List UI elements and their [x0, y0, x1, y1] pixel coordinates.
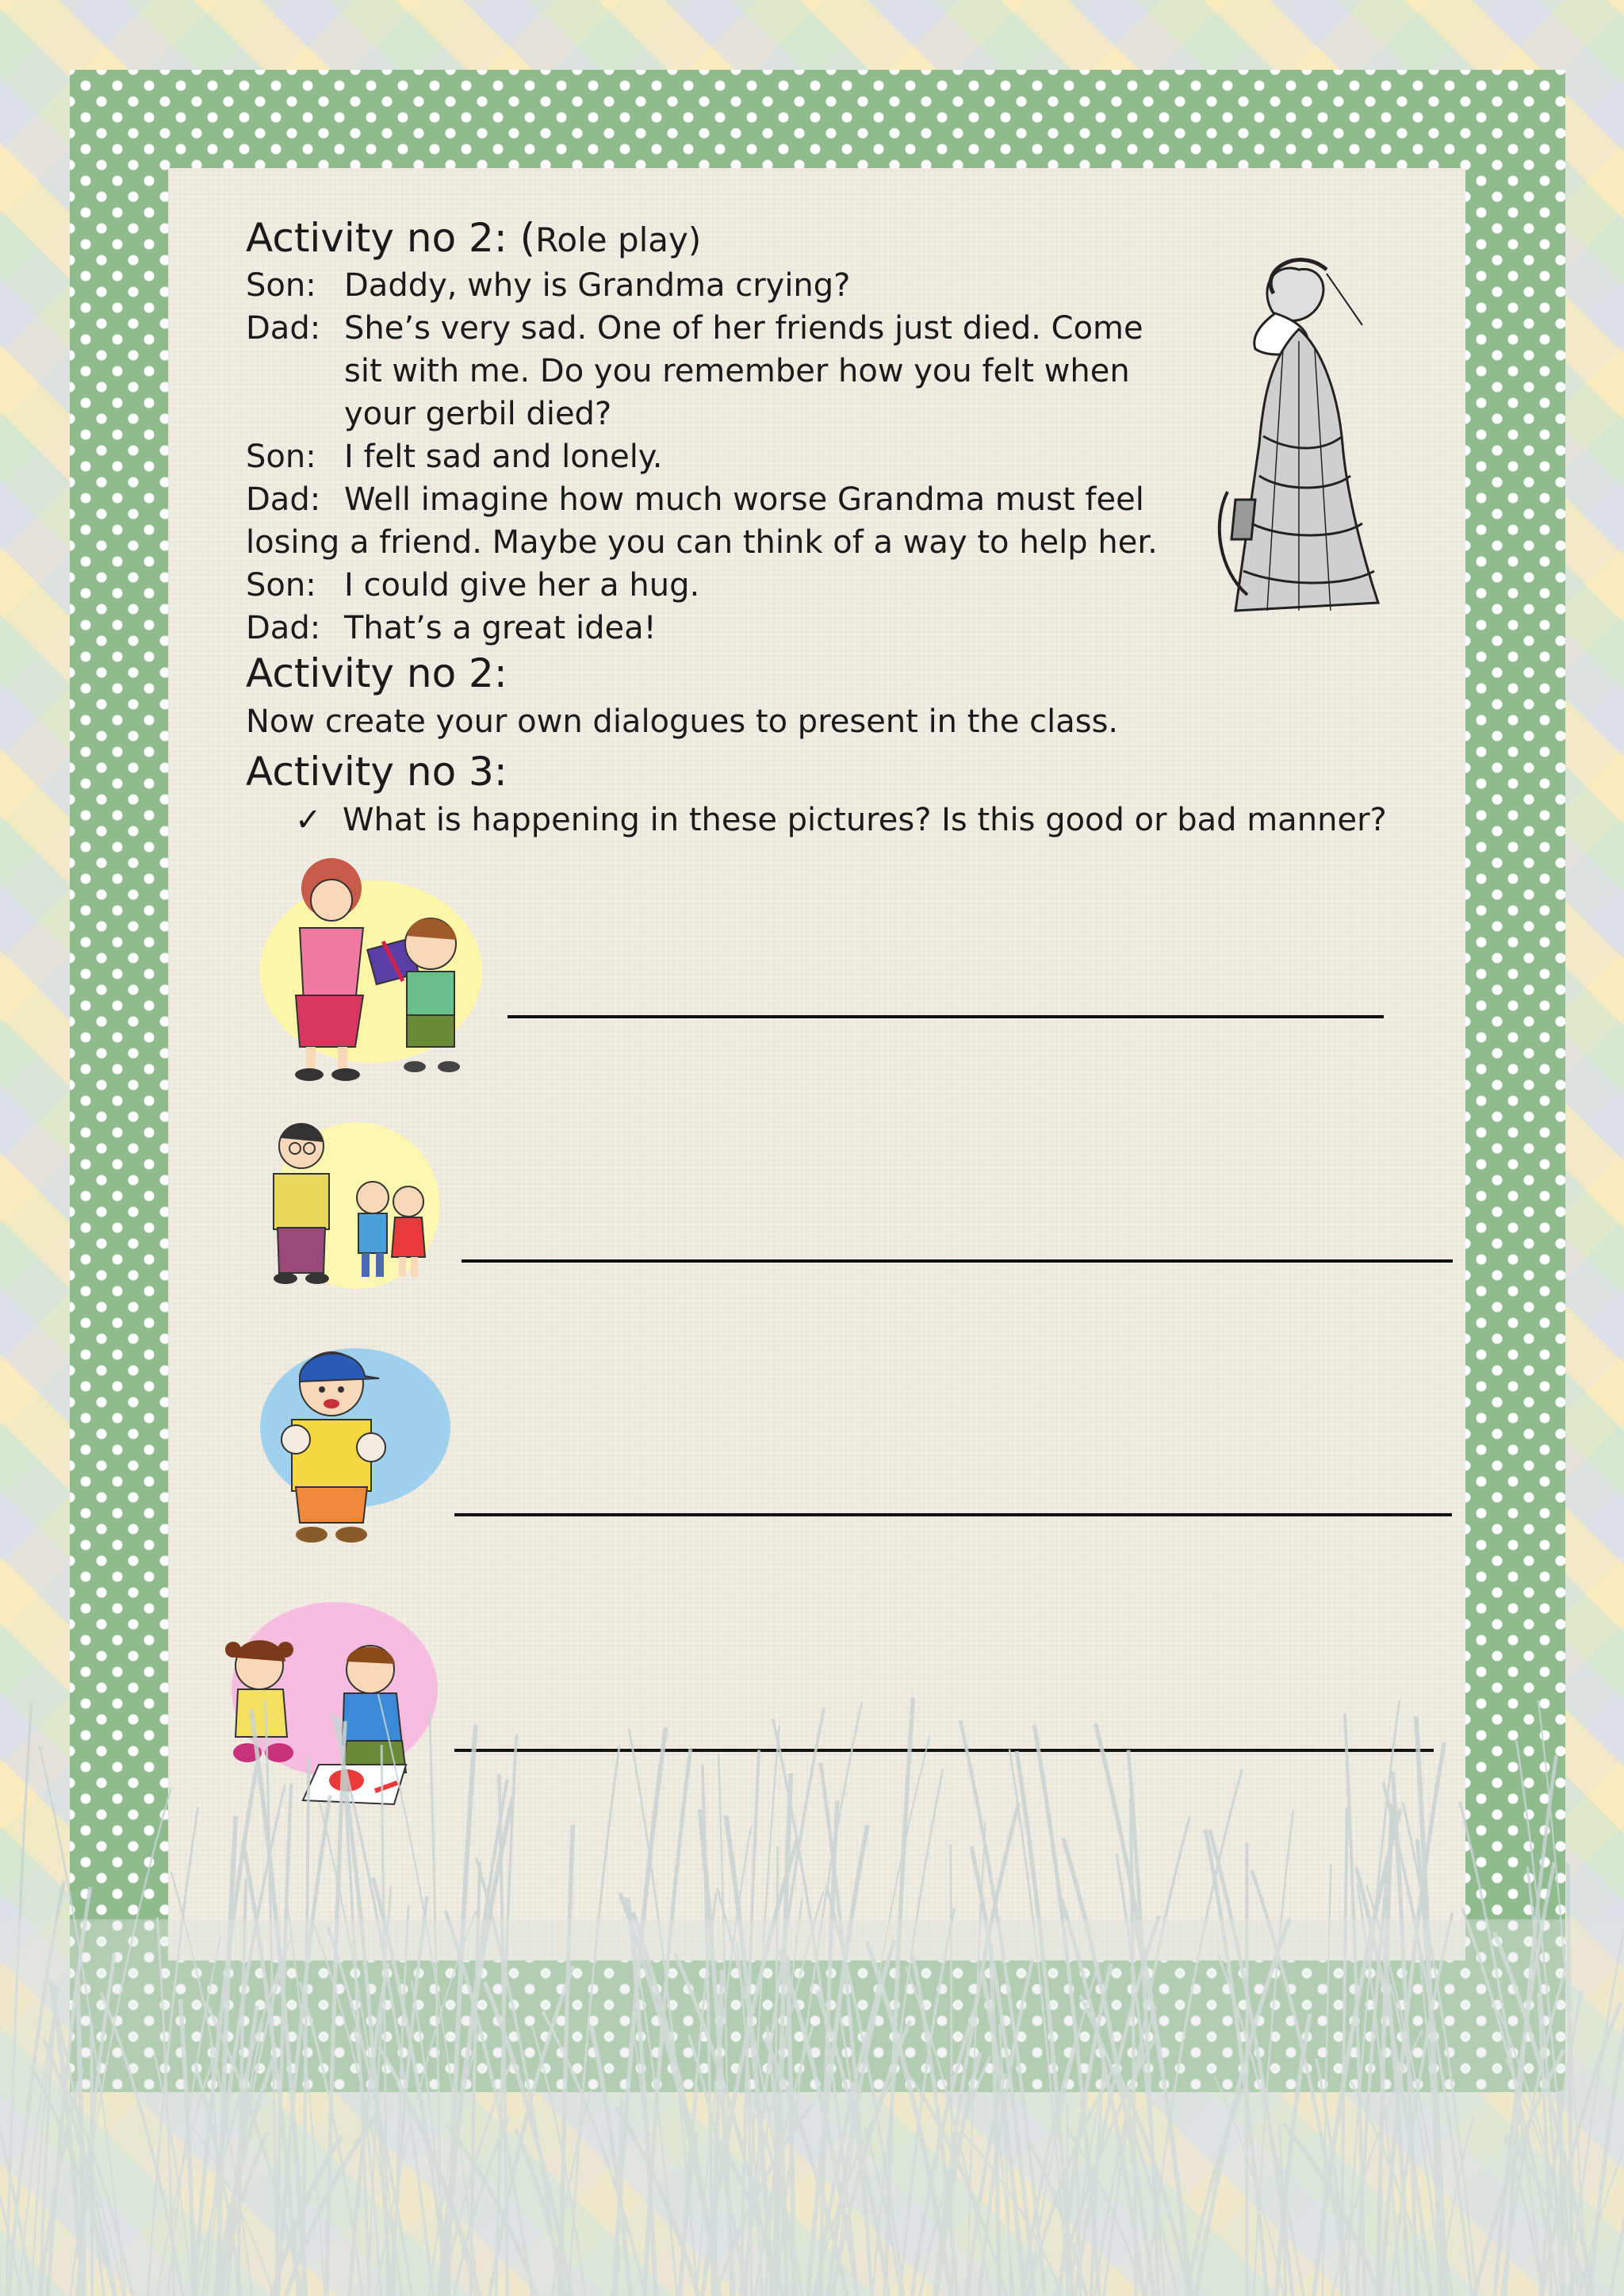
grass-blade — [1215, 2076, 1284, 2296]
grass-blade — [1580, 2101, 1624, 2296]
speaker-label: Dad: — [246, 310, 321, 347]
speaker-label: Dad: — [246, 610, 321, 646]
dialogue-line — [246, 478, 1182, 521]
grass-blade — [994, 2099, 1013, 2296]
grass-blade — [1070, 2069, 1106, 2296]
grass-blade — [1568, 1783, 1624, 2296]
speaker-label: Son: — [246, 267, 316, 304]
grass-blade — [680, 2133, 696, 2296]
grass-blade — [1568, 1863, 1572, 2296]
speech-text: Well imagine how much worse Grandma must feel — [344, 481, 1144, 518]
grass-blade — [1025, 2136, 1086, 2296]
activity-2-heading: Activity no 2: — [246, 650, 508, 696]
grass-blade — [864, 2127, 901, 2296]
speaker-label: Son: — [246, 439, 316, 475]
grass-blade — [813, 2078, 894, 2296]
grass-blade — [195, 2063, 241, 2296]
speech-text: That’s a great idea! — [344, 610, 657, 646]
grass-blade — [8, 1881, 63, 2296]
grass-blade — [618, 2097, 622, 2296]
grass-blade — [748, 2068, 751, 2296]
grass-blade — [397, 2083, 476, 2296]
grass-blade — [1590, 1974, 1624, 2296]
activity-2-instruction: Now create your own dialogues to present in the class. — [246, 703, 1119, 740]
grass-blade — [6, 1703, 32, 2296]
grass-blade — [714, 2133, 783, 2296]
grass-blade — [215, 2057, 274, 2296]
speech-text: I felt sad and lonely. — [344, 439, 663, 475]
grass-blade — [271, 2136, 342, 2296]
grass-blade — [552, 2091, 591, 2296]
worksheet-content — [246, 214, 1435, 841]
grass-blade — [921, 2093, 1006, 2296]
role-play-heading — [246, 214, 1435, 264]
grass-blade — [188, 2121, 274, 2296]
eating-picture — [252, 1340, 458, 1554]
gift-giving-picture — [252, 853, 490, 1083]
role-play-heading-main: Activity no 2: ( — [246, 215, 536, 261]
grass-blade — [446, 2125, 537, 2296]
speaker-label: Dad: — [246, 481, 321, 518]
answer-line[interactable] — [508, 1015, 1384, 1018]
activity-3-task-text: What is happening in these pictures? Is this good or bad manner? — [343, 802, 1387, 838]
answer-line[interactable] — [462, 1259, 1453, 1263]
speaker-label: Son: — [246, 567, 316, 604]
grass-blade — [1316, 2058, 1349, 2296]
grass-blade — [40, 1984, 57, 2296]
grass-blade — [1560, 2091, 1563, 2296]
answer-line[interactable] — [454, 1513, 1452, 1516]
grass-blade — [756, 2114, 802, 2296]
dialogue-line — [246, 264, 1182, 307]
dialogue-line — [246, 435, 1182, 478]
grass-blade — [1611, 1948, 1624, 2296]
grass-blade — [1505, 2058, 1583, 2296]
activity-3-task — [295, 799, 1435, 841]
grass-blade — [0, 1987, 32, 2296]
answer-line[interactable] — [454, 1749, 1434, 1752]
grass-blade — [680, 2087, 697, 2296]
grass-blade — [1507, 2135, 1590, 2296]
check-mark-icon: ✓ — [295, 802, 322, 838]
grass-blade — [0, 2029, 22, 2296]
grass-blade — [1068, 2131, 1144, 2296]
grass-blade — [1115, 2066, 1190, 2296]
activity-3-heading: Activity no 3: — [246, 749, 508, 795]
grass-blade — [1505, 2137, 1543, 2296]
dialogue-line — [246, 564, 1182, 607]
dialogue-line — [246, 607, 1182, 650]
grass-blade — [967, 2074, 1005, 2296]
grass-blade — [1091, 2068, 1104, 2296]
grass-blade — [515, 2129, 565, 2296]
grass-blade — [286, 2115, 377, 2296]
grass-blade — [217, 2132, 268, 2296]
grass-blade — [1186, 2089, 1243, 2296]
grass-blade — [963, 2134, 1063, 2296]
grass-blade — [31, 2000, 55, 2296]
grass-blade — [1076, 2136, 1080, 2296]
role-play-heading-sub: Role play) — [535, 220, 702, 259]
grass-blade — [1028, 2072, 1113, 2296]
dialogue-line — [246, 307, 1182, 435]
greeting-picture — [254, 1110, 444, 1301]
speech-text: I could give her a hug. — [344, 567, 700, 604]
grass-blade — [1350, 2080, 1431, 2296]
grass-blade — [909, 2074, 1006, 2296]
playing-picture — [216, 1594, 446, 1808]
grass-blade — [1439, 2117, 1474, 2296]
speech-text: She’s very sad. One of her friends just died. Come sit with me. Do you remember how you felt when your gerbil died? — [344, 310, 1143, 432]
grass-blade — [59, 2089, 124, 2296]
grass-blade — [616, 2107, 698, 2296]
dialogue-continuation: losing a friend. Maybe you can think of a way to help her. — [246, 524, 1158, 561]
speech-text: Daddy, why is Grandma crying? — [344, 267, 851, 304]
grass-blade — [442, 2057, 513, 2296]
grass-blade — [454, 2117, 509, 2296]
grass-blade — [715, 2104, 813, 2296]
grass-blade — [40, 2069, 82, 2296]
grass-blade — [1279, 2126, 1285, 2296]
grass-blade — [779, 2091, 786, 2296]
grass-blade — [31, 2066, 114, 2296]
grass-blade — [60, 2073, 133, 2296]
grass-blade — [19, 1986, 59, 2296]
grass-blade — [1283, 2124, 1380, 2296]
